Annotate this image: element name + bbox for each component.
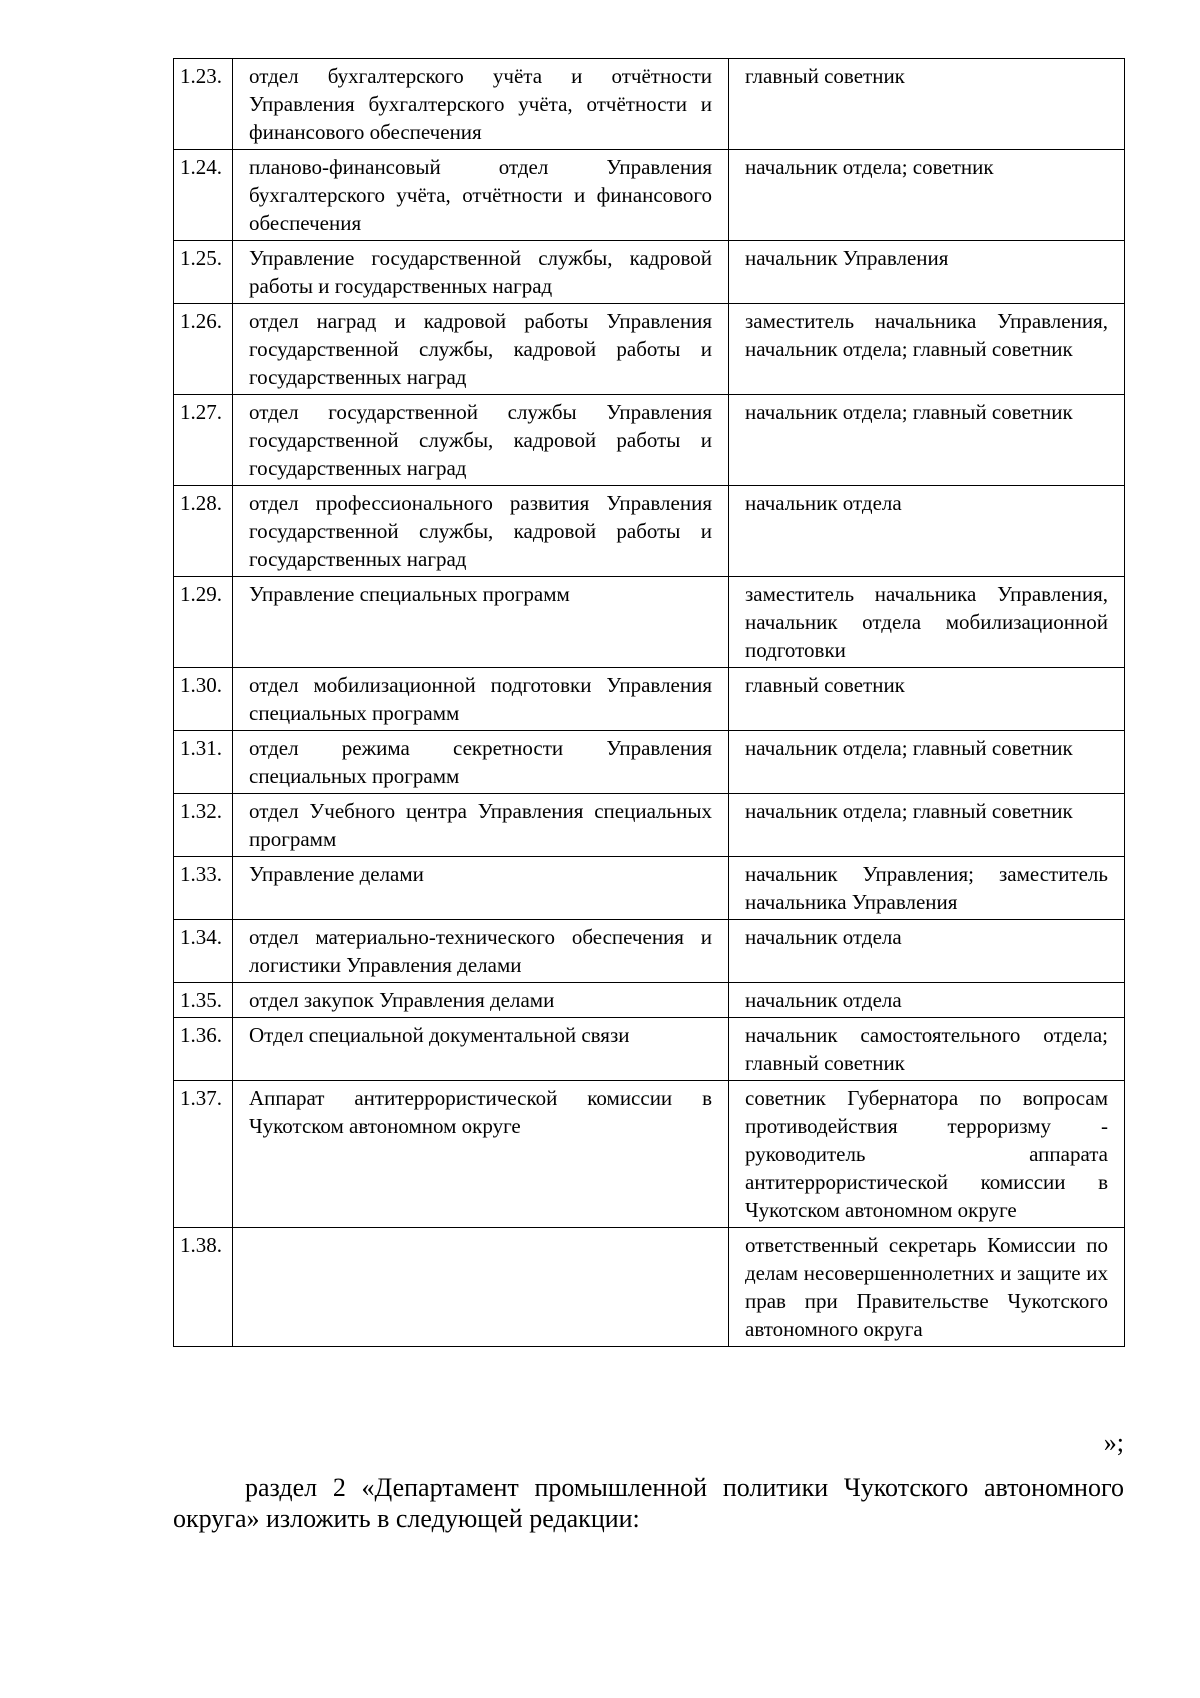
row-number: 1.31. bbox=[174, 731, 233, 794]
table-row bbox=[174, 1018, 1125, 1081]
unit-name-cell: планово-финансовый отдел Управления бухгалтерского учёта, отчётности и финансового обеспечения bbox=[233, 150, 729, 241]
row-number: 1.37. bbox=[174, 1081, 233, 1228]
unit-name-cell: отдел материально-технического обеспечения и логистики Управления делами bbox=[233, 920, 729, 983]
position-cell: начальник Управления bbox=[729, 241, 1125, 304]
position-cell: начальник Управления; заместитель начальника Управления bbox=[729, 857, 1125, 920]
unit-name-cell: Управление государственной службы, кадровой работы и государственных наград bbox=[233, 241, 729, 304]
table-row bbox=[174, 577, 1125, 668]
position-cell: заместитель начальника Управления, начальник отдела мобилизационной подготовки bbox=[729, 577, 1125, 668]
row-number: 1.29. bbox=[174, 577, 233, 668]
closing-quote-mark: »; bbox=[1103, 1428, 1124, 1457]
table-row bbox=[174, 668, 1125, 731]
unit-name-cell: отдел режима секретности Управления специальных программ bbox=[233, 731, 729, 794]
position-cell: главный советник bbox=[729, 59, 1125, 150]
amendment-paragraph: раздел 2 «Департамент промышленной политики Чукотского автономного округа» изложить в следующей редакции: bbox=[173, 1473, 1124, 1533]
table-row bbox=[174, 1228, 1125, 1347]
row-number: 1.28. bbox=[174, 486, 233, 577]
table-row bbox=[174, 983, 1125, 1018]
position-cell: начальник отдела; главный советник bbox=[729, 794, 1125, 857]
unit-name-cell: Управление делами bbox=[233, 857, 729, 920]
row-number: 1.23. bbox=[174, 59, 233, 150]
position-cell: советник Губернатора по вопросам противодействия терроризму - руководитель аппарата антитеррористической комиссии в Чукотском автономном округе bbox=[729, 1081, 1125, 1228]
position-cell: главный советник bbox=[729, 668, 1125, 731]
row-number: 1.27. bbox=[174, 395, 233, 486]
position-cell: начальник отдела bbox=[729, 920, 1125, 983]
row-number: 1.26. bbox=[174, 304, 233, 395]
row-number: 1.33. bbox=[174, 857, 233, 920]
positions-table bbox=[173, 58, 1125, 1347]
position-cell: начальник самостоятельного отдела; главный советник bbox=[729, 1018, 1125, 1081]
table-row bbox=[174, 1081, 1125, 1228]
row-number: 1.30. bbox=[174, 668, 233, 731]
unit-name-cell: Аппарат антитеррористической комиссии в Чукотском автономном округе bbox=[233, 1081, 729, 1228]
row-number: 1.32. bbox=[174, 794, 233, 857]
table-row bbox=[174, 857, 1125, 920]
table-row bbox=[174, 150, 1125, 241]
position-cell: начальник отдела; главный советник bbox=[729, 395, 1125, 486]
unit-name-cell: отдел мобилизационной подготовки Управления специальных программ bbox=[233, 668, 729, 731]
unit-name-cell: Отдел специальной документальной связи bbox=[233, 1018, 729, 1081]
row-number: 1.24. bbox=[174, 150, 233, 241]
unit-name-cell: отдел профессионального развития Управления государственной службы, кадровой работы и государственных наград bbox=[233, 486, 729, 577]
position-cell: начальник отдела; советник bbox=[729, 150, 1125, 241]
row-number: 1.34. bbox=[174, 920, 233, 983]
table-row bbox=[174, 304, 1125, 395]
unit-name-cell: отдел Учебного центра Управления специальных программ bbox=[233, 794, 729, 857]
position-cell: начальник отдела bbox=[729, 983, 1125, 1018]
position-cell: ответственный секретарь Комиссии по делам несовершеннолетних и защите их прав при Правительстве Чукотского автономного округа bbox=[729, 1228, 1125, 1347]
table-row bbox=[174, 920, 1125, 983]
unit-name-cell: отдел закупок Управления делами bbox=[233, 983, 729, 1018]
row-number: 1.36. bbox=[174, 1018, 233, 1081]
unit-name-cell: отдел государственной службы Управления государственной службы, кадровой работы и государственных наград bbox=[233, 395, 729, 486]
row-number: 1.35. bbox=[174, 983, 233, 1018]
table-row bbox=[174, 486, 1125, 577]
table-row bbox=[174, 794, 1125, 857]
row-number: 1.25. bbox=[174, 241, 233, 304]
position-cell: заместитель начальника Управления, начальник отдела; главный советник bbox=[729, 304, 1125, 395]
table-row bbox=[174, 395, 1125, 486]
row-number: 1.38. bbox=[174, 1228, 233, 1347]
position-cell: начальник отдела; главный советник bbox=[729, 731, 1125, 794]
unit-name-cell bbox=[233, 1228, 729, 1347]
unit-name-cell: Управление специальных программ bbox=[233, 577, 729, 668]
unit-name-cell: отдел бухгалтерского учёта и отчётности Управления бухгалтерского учёта, отчётности и финансового обеспечения bbox=[233, 59, 729, 150]
table-row bbox=[174, 241, 1125, 304]
table-row bbox=[174, 731, 1125, 794]
positions-table-body bbox=[174, 59, 1125, 1347]
unit-name-cell: отдел наград и кадровой работы Управления государственной службы, кадровой работы и государственных наград bbox=[233, 304, 729, 395]
position-cell: начальник отдела bbox=[729, 486, 1125, 577]
table-row bbox=[174, 59, 1125, 150]
